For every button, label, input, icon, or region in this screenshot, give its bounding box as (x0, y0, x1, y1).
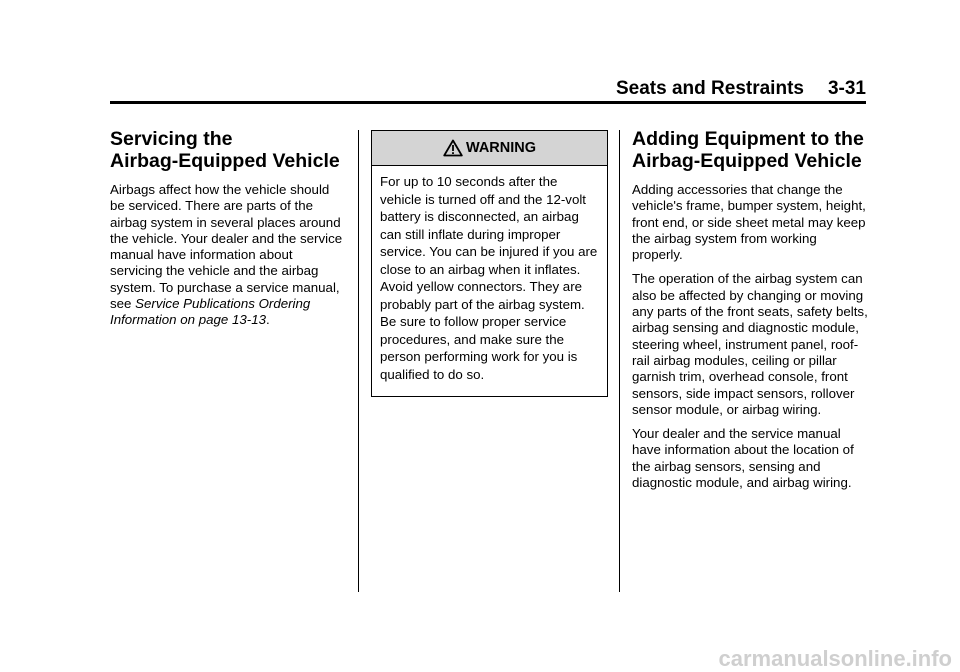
service-publications-link[interactable]: Service Publications Ordering Information on page 13-13 (110, 296, 311, 328)
warning-box (371, 130, 608, 397)
warning-header (372, 131, 607, 166)
column-divider-right (619, 130, 620, 592)
watermark: carmanualsonline.info (718, 646, 952, 671)
warning-triangle-icon (443, 139, 463, 157)
servicing-heading-line2: Airbag-Equipped Vehicle (110, 150, 340, 172)
warning-title: WARNING (465, 140, 537, 156)
middle-column (371, 128, 608, 397)
servicing-heading (110, 128, 346, 172)
servicing-paragraph (110, 182, 346, 329)
running-header (110, 78, 866, 100)
adding-equipment-heading (632, 128, 868, 172)
adding-paragraph-1: Adding accessories that change the vehicle's frame, bumper system, height, front end, or side sheet metal may keep the airbag system from working properly. (632, 182, 866, 263)
servicing-body-end: . (265, 312, 270, 328)
adding-paragraph-2: The operation of the airbag system can also be affected by changing or moving any parts of the front seats, safety belts, airbag sensing and diagnostic module, steering wheel, instrument panel, roof-rail airbag modules, ceiling or pillar garnish trim, overhead console, front sensors, side impact sensors, rollover sensor module, or airbag wiring. (632, 271, 868, 417)
warning-text: For up to 10 seconds after the vehicle is turned off and the 12-volt battery is disconnected, an airbag can still inflate during improper service. You can be injured if you are close to an airbag when it inflates. Avoid yellow connectors. They are probably part of the airbag system. Be sure to follow proper service procedures, and make sure the person performing work for you is qualified to do so. (380, 174, 598, 382)
adding-paragraph-3: Your dealer and the service manual have information about the location of the airbag sensors, sensing and diagnostic module, and airbag wiring. (632, 426, 854, 491)
servicing-body: Airbags affect how the vehicle should be serviced. There are parts of the airbag system in several places around the vehicle. Your dealer and the service manual have information about servicing the vehicle and the airbag system. To purchase a service manual, see (110, 182, 343, 312)
warning-body (372, 166, 607, 383)
servicing-heading-line1: Servicing the (110, 128, 233, 150)
column-divider-left (358, 130, 359, 592)
left-column (110, 128, 346, 337)
header-rule (110, 101, 866, 104)
right-column (632, 128, 868, 499)
adding-heading-line1: Adding Equipment to the (632, 128, 864, 150)
section-title: Seats and Restraints (616, 78, 804, 99)
adding-heading-line2: Airbag-Equipped Vehicle (632, 150, 862, 172)
page-number: 3-31 (827, 78, 866, 99)
